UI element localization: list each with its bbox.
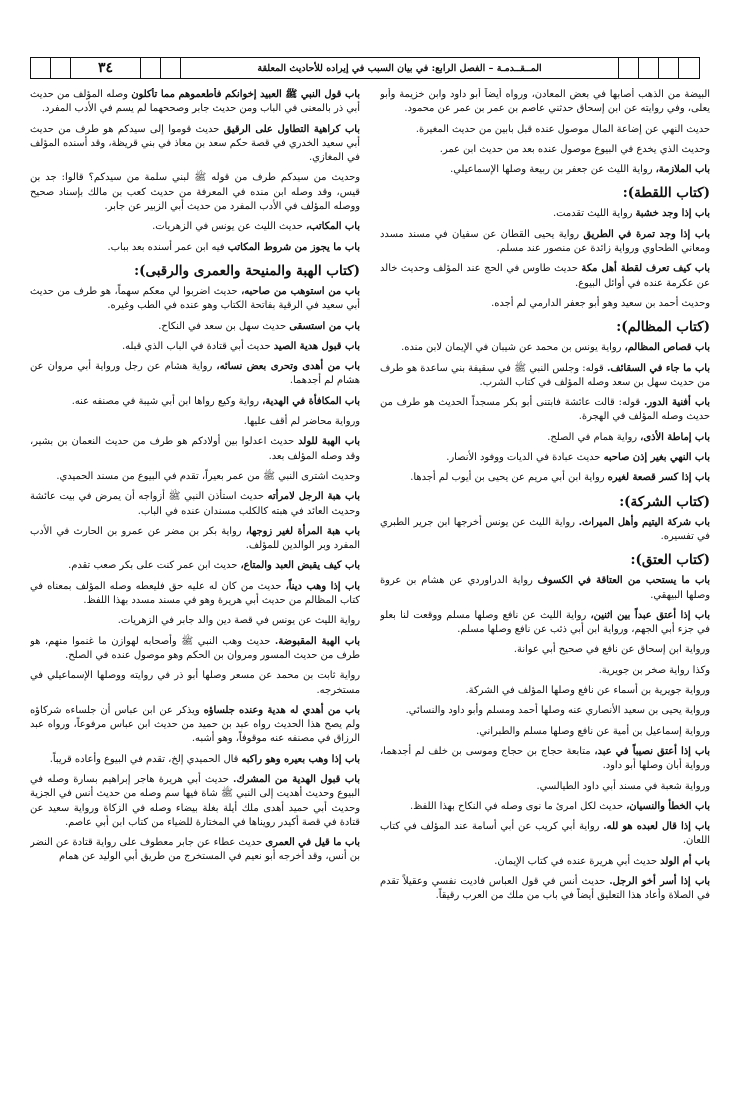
paragraph — [30, 320, 360, 334]
paragraph — [30, 614, 360, 628]
chapter-title: باب قول النبي ﷺ العبيد إخوانكم فأطعموهم مما تأكلون — [131, 89, 360, 100]
chapter-title: باب ما جاء في السقائف. — [606, 362, 710, 374]
paragraph-text: حديث أبي هريرة هاجر إبراهيم بسارة وصله في البيوع وحديث أهديت إلى النبي ﷺ شاة فيها سم وصله من حديث أنس في الجزية وحديث أبي حميد أهدى ملك أيلة بغلة بيضاء وصله في الزكاة ورواية سعيد عن قتادة في قصة أكيدر رويناها في المختارة للضياء من كتاب ابن أبي عاصم. — [30, 773, 360, 828]
section-heading — [30, 261, 360, 281]
paragraph — [30, 525, 360, 554]
paragraph — [30, 490, 360, 519]
section-title-text: (كتاب الهبة والمنيحة والعمرى والرقبى): — [134, 262, 360, 279]
paragraph — [380, 516, 710, 545]
paragraph-text: حديث وهب النبي ﷺ وأصحابه لهوازن ما غنموا منهم، هو طرف من حديث المسور ومروان بن الحكم وهو موصول عنده في الصلح. — [30, 635, 360, 661]
paragraph — [30, 704, 360, 747]
chapter-title: باب ما يجوز من شروط المكاتب — [227, 241, 360, 253]
paragraph-text: رواية بكر بن مضر عن عمرو بن الحارث في الأدب المفرد وبر الوالدين للمؤلف. — [30, 525, 360, 552]
chapter-title: باب من استسقى — [289, 320, 360, 332]
paragraph-text: ورواية ابن إسحاق عن نافع في صحيح أبي عوانة. — [513, 644, 710, 656]
paragraph-text: فيه ابن عمر أسنده بعد بباب. — [107, 241, 228, 253]
paragraph — [380, 574, 710, 603]
header-box — [659, 58, 679, 78]
paragraph-text: حديث اضربوا لي معكم سهماً، هو طرف من حديث أبي سعيد في الرقية بفاتحة الكتاب وهو عنده في الطب وغيره. — [30, 285, 360, 312]
paragraph-text: رواية الليث تقدمت. — [553, 208, 636, 220]
chapter-title: باب إذا وهب بعيره وهو راكبه — [241, 753, 360, 765]
paragraph — [380, 609, 710, 638]
running-title: المــقــدمـة – الفصل الرابع: في بيان السبب في إيراده للأحاديث المعلقة — [181, 58, 619, 78]
paragraph-text: ورواية شعبة في مسند أبي داود الطيالسي. — [536, 780, 710, 792]
paragraph — [380, 431, 710, 445]
paragraph-text: رواية الليث عن جعفر بن ربيعة وصلها الإسماعيلي. — [450, 164, 656, 176]
paragraph — [380, 207, 710, 221]
chapter-title: باب أفنية الدور. — [643, 397, 710, 409]
paragraph-text: ورواية محاضر لم أقف عليها. — [243, 416, 360, 428]
paragraph — [380, 88, 710, 117]
paragraph-text: وصله المؤلف من حديث أبي ذر بالمعنى في الباب ومن حديث جابر وصححهما لم يسم في الأدب المفرد. — [30, 89, 360, 115]
paragraph-text: حديث أنس في قول العباس فاديت نفسي وعقيلاً تقدم في الصلاة وأعاد هذا التعليق أيضاً في باب من ملك من العرب رقيقاً. — [380, 875, 710, 902]
chapter-title: باب من أهدى وتحرى بعض نسائه، — [216, 361, 360, 373]
paragraph — [30, 669, 360, 698]
chapter-title: باب إذا قال لعبده هو لله. — [603, 821, 710, 833]
paragraph — [380, 143, 710, 157]
chapter-title: باب المكاتب، — [305, 221, 360, 233]
paragraph — [380, 855, 710, 869]
paragraph-text: رواية الليث عن نافع وصلها مسلم ووقعت لنا بعلو في جزء أبي الجهم، ورواية ابن أبي ذئب عن نافع وصلها مسلم. — [380, 609, 710, 636]
paragraph-text: رواية وكيع رواها ابن أبي شيبة في مصنفه عنه. — [71, 395, 263, 407]
chapter-title: باب قصاص المظالم، — [624, 342, 710, 354]
section-title-text: (كتاب اللقطة): — [622, 185, 710, 202]
paragraph — [380, 471, 710, 485]
chapter-title: باب قبول هدية الصيد — [273, 340, 360, 352]
paragraph-text: ورواية جويرية بن أسماء عن نافع وصلها المؤلف في الشركة. — [465, 685, 710, 697]
paragraph-text: ويذكر عن ابن عباس أن جلساءه شركاؤه ولم يصح هذا الحديث رواه عبد بن حميد من حديث ابن عباس مرفوعاً، ورواه عبد الرزاق في مصنفه عنه موقوفاً، وهو أشبه. — [30, 704, 360, 745]
paragraph — [30, 773, 360, 830]
paragraph — [30, 220, 360, 234]
chapter-title: باب من أهدي له هدية وعنده جلساؤه — [203, 704, 360, 716]
paragraph — [30, 285, 360, 314]
chapter-title: باب إذا أسر أخو الرجل. — [609, 875, 710, 887]
paragraph-text: حديث طاوس في الحج عند المؤلف وحديث خالد عن عكرمة عنده في أوائل البيوع. — [380, 263, 710, 289]
paragraph — [30, 559, 360, 573]
chapter-title: باب إماطة الأذى، — [640, 431, 710, 443]
paragraph — [30, 123, 360, 166]
paragraph-text: ورواية يحيى بن سعيد الأنصاري عنه وصلها أحمد ومسلم وأبو داود والنسائي. — [405, 705, 710, 717]
chapter-title: باب الهبة المقبوضة. — [274, 635, 360, 647]
header-box — [619, 58, 639, 78]
paragraph-text: رواية ثابت بن محمد عن مسعر وصلها أبو ذر في روايته ووصلها الإسماعيلي في مستخرجه. — [30, 670, 360, 696]
paragraph-text: رواية يونس بن محمد عن شيبان في الإيمان لابن منده. — [401, 342, 625, 354]
chapter-title: باب كيف يقبض العبد والمتاع، — [240, 560, 360, 572]
chapter-title: باب هبة الرجل لامرأته — [267, 491, 360, 503]
paragraph-text: البيضة من الذهب أصابها في بعض المعادن، ورواه أيضاً أبو داود وابن خزيمة وأبو يعلى، وفي روايته عن ابن إسحاق حدثني عاصم بن عمر بن عمر عن محمود. — [380, 89, 710, 115]
section-heading — [380, 492, 710, 512]
chapter-title: باب المكافأة في الهدية، — [262, 395, 360, 407]
paragraph — [380, 341, 710, 355]
paragraph — [30, 415, 360, 429]
chapter-title: باب الملازمة، — [655, 164, 710, 176]
paragraph — [30, 171, 360, 214]
paragraph — [30, 435, 360, 464]
page-number: ٣٤ — [71, 58, 141, 78]
paragraph-text: حديث أبي هريرة عنده في كتاب الإيمان. — [494, 855, 661, 867]
paragraph-text: رواية هشام عن رجل ورواية أبي مروان عن هشام لم أجدهما. — [30, 361, 360, 387]
paragraph-text: حديث ابن عمر كنت على بكر صعب تقدم. — [68, 560, 241, 572]
paragraph-text: قوله: قالت عائشة فابتنى أبو بكر مسجداً الحديث هو طرف من حديث وصله المؤلف في الهجرة. — [380, 397, 710, 423]
paragraph — [30, 836, 360, 865]
chapter-title: باب إذا وهب ديناً، — [285, 580, 360, 592]
paragraph — [380, 163, 710, 177]
paragraph — [380, 664, 710, 678]
paragraph-text: حديث قوموا إلى سيدكم هو طرف من حديث أبي سعيد الخدري في قصة حكم سعد بن معاذ في بني قريظة، وقد أسنده المؤلف في المغازي. — [30, 123, 360, 164]
paragraph-text: رواية همام في الصلح. — [547, 431, 641, 443]
paragraph-text: وحديث اشترى النبي ﷺ من عمر بعيراً، تقدم في البيوع من مسند الحميدي. — [56, 470, 360, 482]
paragraph — [30, 340, 360, 354]
paragraph — [380, 228, 710, 257]
paragraph — [380, 725, 710, 739]
paragraph — [380, 396, 710, 425]
chapter-title: باب النهي بغير إذن صاحبه — [603, 452, 710, 464]
paragraph-text: رواية يحيى القطان عن سفيان في مسند مسدد ومعاني الطحاوي ورواية زائدة عن منصور عند مسلم. — [380, 228, 710, 255]
section-heading — [380, 550, 710, 570]
paragraph — [30, 635, 360, 664]
paragraph-text: وحديث أحمد بن سعيد وهو أبو جعفر الدارمي لم أجده. — [491, 297, 710, 309]
paragraph-text: رواية الدراوردي عن هشام بن عروة وصلها البيهقي. — [380, 575, 710, 601]
chapter-title: باب ما يستحب من العتاقة في الكسوف — [537, 575, 710, 587]
paragraph-text: وكذا رواية صخر بن جويرية. — [598, 664, 710, 676]
section-heading — [380, 183, 710, 203]
paragraph — [30, 241, 360, 255]
paragraph — [380, 123, 710, 137]
chapter-title: باب إذا أعتق عبداً بين اثنين، — [590, 609, 710, 621]
paragraph-text: حديث سهل بن سعد في النكاح. — [158, 320, 290, 332]
header-box — [679, 58, 699, 78]
header-box — [161, 58, 181, 78]
chapter-title: باب كيف تعرف لقطة أهل مكة — [581, 263, 710, 275]
paragraph — [380, 800, 710, 814]
running-header — [30, 57, 700, 79]
paragraph-text: ورواية إسماعيل بن أمية عن نافع وصلها مسلم والطبراني. — [476, 725, 710, 737]
paragraph — [380, 820, 710, 849]
paragraph-text: متابعة حجاج بن حجاج وموسى بن خلف لم أجدهما، ورواية أبان وصلها أبو داود. — [380, 745, 710, 772]
paragraph-text: حديث لكل امرئ ما نوى وصله في النكاح بهذا اللفظ. — [409, 800, 627, 812]
chapter-title: باب إذا وجد تمرة في الطريق — [583, 228, 710, 240]
paragraph — [30, 88, 360, 117]
paragraph-text: حديث عطاء عن جابر معطوف على رواية قتادة عن النضر بن أنس، وقد أخرجه أبو نعيم في المستخرج من طريق أبي الوليد عن همام — [30, 837, 360, 863]
paragraph — [380, 745, 710, 774]
paragraph-text: حديث عبادة في الديات ووفود الأنصار. — [446, 452, 604, 464]
chapter-title: باب من استوهب من صاحبه، — [241, 285, 360, 297]
paragraph-text: حديث الليث عن يونس في الزهريات. — [152, 221, 306, 233]
paragraph-text: رواية الليث عن يونس أخرجها ابن جرير الطبري في تفسيره. — [380, 516, 710, 542]
paragraph-text: وحديث الذي يخدع في البيوع موصول عنده بعد من حديث ابن عمر. — [439, 143, 710, 155]
chapter-title: باب هبة المرأة لغير زوجها، — [245, 525, 360, 537]
header-box — [51, 58, 71, 78]
paragraph — [30, 395, 360, 409]
chapter-title: باب إذا كسر قصعة لغيره — [607, 472, 710, 484]
left-column — [30, 88, 360, 1103]
chapter-title: باب إذا أعتق نصيباً في عبد، — [594, 745, 710, 757]
paragraph-text: حديث اعدلوا بين أولادكم هو طرف من حديث النعمان بن بشير، وقد وصله المؤلف بعد. — [30, 436, 360, 462]
chapter-title: باب ما قيل في العمرى — [265, 837, 360, 849]
paragraph — [30, 580, 360, 609]
paragraph-text: حديث استأذن النبي ﷺ أزواجه أن يمرض في بيت عائشة وحديث العائد في هبته كالكلب مسندان عنده في الباب. — [30, 491, 360, 517]
chapter-title: باب كراهية التطاول على الرقيق — [223, 123, 360, 135]
paragraph-text: رواية الليث عن يونس في قصة دين والد جابر في الزهريات. — [117, 615, 360, 627]
chapter-title: باب أم الولد — [660, 855, 710, 867]
section-heading — [380, 317, 710, 337]
paragraph — [380, 875, 710, 904]
chapter-title: باب إذا وجد خشبة — [635, 208, 710, 220]
header-box — [639, 58, 659, 78]
paragraph — [380, 684, 710, 698]
paragraph-text: حديث أبي قتادة في الباب الذي قبله. — [121, 340, 274, 352]
paragraph — [380, 262, 710, 291]
paragraph-text: رواية أبي كريب عن أبي أسامة عند المؤلف في كتاب اللعان. — [380, 821, 710, 847]
paragraph — [380, 362, 710, 391]
paragraph — [30, 360, 360, 389]
section-title-text: (كتاب المظالم): — [616, 319, 710, 336]
paragraph — [380, 451, 710, 465]
paragraph-text: حديث النهي عن إضاعة المال موصول عنده قبل بابين من حديث المغيرة. — [415, 123, 710, 135]
chapter-title: باب الهبة للولد — [298, 436, 360, 448]
section-title-text: (كتاب العتق): — [630, 552, 710, 569]
right-column — [380, 88, 710, 1103]
header-box — [31, 58, 51, 78]
paragraph-text: قوله: وجلس النبي ﷺ في سقيفة بني ساعدة هو طرف من حديث سهل بن سعد وصله المؤلف في كتاب الشرب. — [380, 362, 710, 388]
paragraph — [30, 470, 360, 484]
paragraph — [380, 704, 710, 718]
header-box — [141, 58, 161, 78]
paragraph-text: قال الحميدي إلخ، تقدم في البيوع وأعاده قريباً. — [49, 753, 242, 765]
chapter-title: باب شركة اليتيم وأهل الميراث. — [578, 516, 710, 528]
paragraph-text: وحديث من سيدكم طرف من قوله ﷺ لبني سلمة من سيدكم؟ قالوا: جد بن قيس، وقد وصله ابن منده في المعرفة من حديث كعب بن مالك بإسناد صحيح ووصله المؤلف في الأدب المفرد من حديث أبي الزبير عن جابر. — [30, 172, 360, 213]
chapter-title: باب قبول الهدية من المشرك. — [233, 773, 360, 785]
chapter-title: باب الخطأ والنسيان، — [626, 800, 710, 812]
paragraph — [380, 780, 710, 794]
paragraph — [380, 643, 710, 657]
paragraph — [30, 753, 360, 767]
paragraph-text: رواية ابن أبي مريم عن يحيى بن أيوب لم أجدها. — [410, 472, 608, 484]
paragraph-text: حديث من كان له عليه حق فليعطه وصله المؤلف بمعناه في كتاب المظالم من حديث أبي هريرة وهو في مسند مسدد بهذا اللفظ. — [30, 580, 360, 607]
section-title-text: (كتاب الشركة): — [619, 493, 710, 510]
paragraph — [380, 297, 710, 311]
